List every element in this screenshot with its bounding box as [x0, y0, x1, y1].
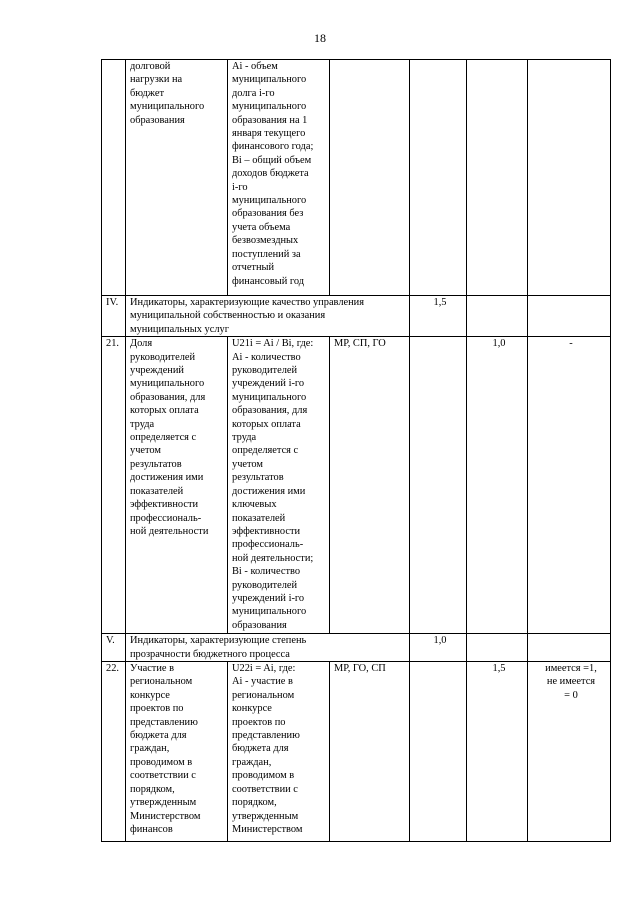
section-coefficient [467, 296, 528, 337]
indicator-formula: Ai - объем муниципального долга i-го муниципального образования на 1 января текущего финансового года; Bi – общий объем доходов бюджета i-го муниципального образования без учета объема безвозмездных поступлений за отчетный финансовый год [228, 60, 330, 296]
indicator-weight [410, 662, 467, 842]
indicator-coefficient [467, 60, 528, 296]
section-coefficient [467, 634, 528, 662]
section-threshold [528, 634, 611, 662]
table-row [102, 337, 611, 634]
row-number: 22. [102, 662, 126, 842]
indicator-coefficient: 1,5 [467, 662, 528, 842]
indicator-name: Участие в региональном конкурсе проектов по представлению бюджета для граждан, проводимом в соответствии с порядком, утвержденным Министерством финансов [126, 662, 228, 842]
indicator-threshold: - [528, 337, 611, 634]
section-title: Индикаторы, характеризующие качество управления муниципальной собственностью и оказания муниципальных услуг [126, 296, 410, 337]
section-number: V. [102, 634, 126, 662]
section-weight: 1,5 [410, 296, 467, 337]
indicator-threshold: имеется =1, не имеется = 0 [528, 662, 611, 842]
section-row [102, 296, 611, 337]
section-title: Индикаторы, характеризующие степень прозрачности бюджетного процесса [126, 634, 410, 662]
row-number: 21. [102, 337, 126, 634]
indicator-weight [410, 337, 467, 634]
indicator-coefficient: 1,0 [467, 337, 528, 634]
indicator-threshold [528, 60, 611, 296]
indicator-applies: МР, СП, ГО [330, 337, 410, 634]
table-row [102, 60, 611, 296]
indicator-name: Доля руководителей учреждений муниципального образования, для которых оплата труда определяется с учетом результатов достижения ими показателей эффективности профессиональ- ной деятельности [126, 337, 228, 634]
indicator-weight [410, 60, 467, 296]
indicator-applies: МР, ГО, СП [330, 662, 410, 842]
indicator-formula: U21i = Ai / Bi, где: Ai - количество руководителей учреждений i-го муниципального образования, для которых оплата труда определяется с учетом результатов достижения ими ключевых показателей эффективности профессиональ- ной деятельности; Bi - количество руководителей учреждений i-го муниципального образования [228, 337, 330, 634]
section-number: IV. [102, 296, 126, 337]
indicator-applies [330, 60, 410, 296]
indicator-name: долговой нагрузки на бюджет муниципального образования [126, 60, 228, 296]
row-number [102, 60, 126, 296]
section-weight: 1,0 [410, 634, 467, 662]
indicator-table [101, 59, 611, 842]
section-threshold [528, 296, 611, 337]
indicator-formula: U22i = Ai, где: Ai - участие в региональном конкурсе проектов по представлению бюджета для граждан, проводимом в соответствии с порядком, утвержденным Министерством [228, 662, 330, 842]
table-row [102, 662, 611, 842]
page-number: 18 [314, 31, 326, 45]
section-row [102, 634, 611, 662]
